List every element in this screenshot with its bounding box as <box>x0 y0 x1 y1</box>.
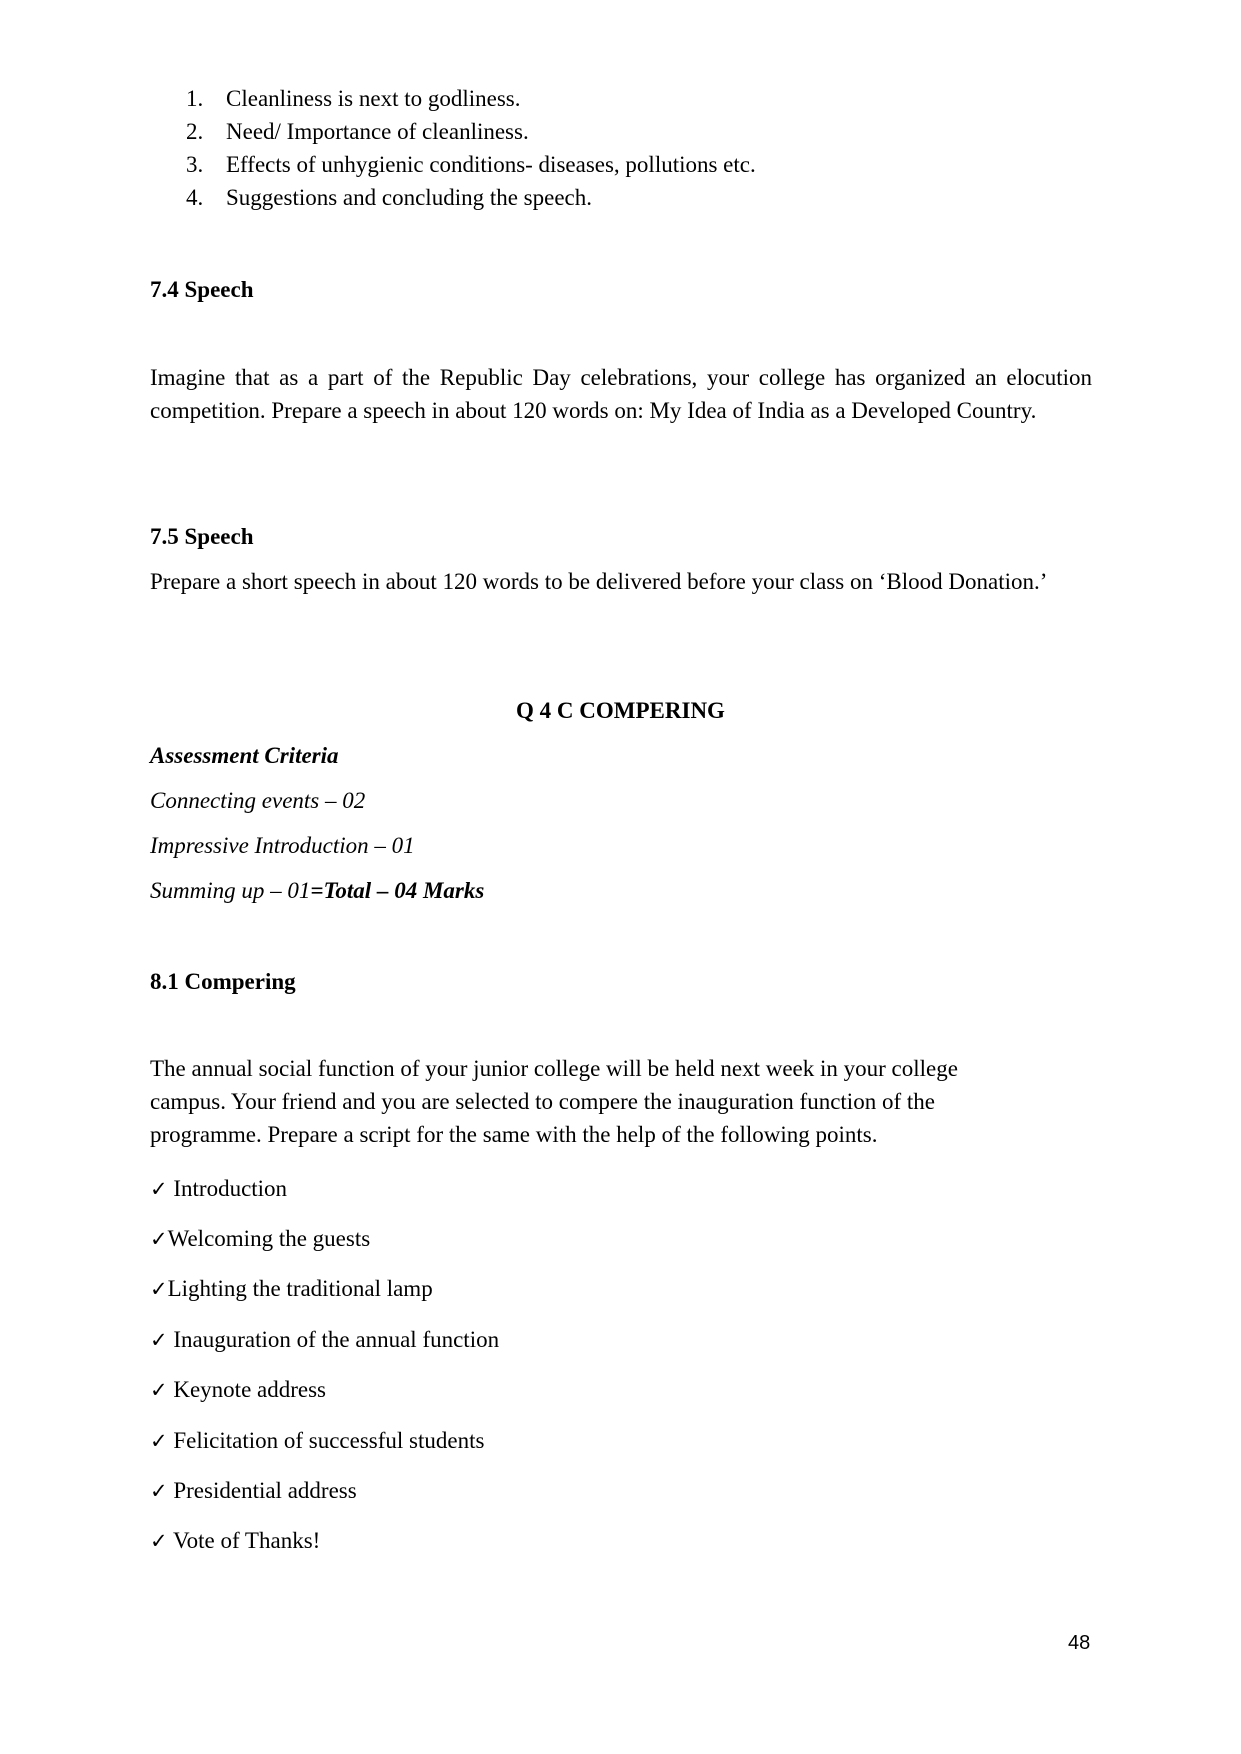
speech-7-5-body: Prepare a short speech in about 120 words to be delivered before your class on ‘Blood Donation.’ <box>150 569 1048 594</box>
check-icon: ✓ <box>150 1177 168 1201</box>
body-line: programme. Prepare a script for the same with the help of the following points. <box>150 1122 878 1147</box>
check-icon: ✓ <box>150 1429 168 1453</box>
criteria-item: Impressive Introduction – 01 <box>150 833 415 858</box>
compering-8-1-body <box>150 1052 1092 1151</box>
body-line: campus. Your friend and you are selected to compere the inauguration function of the <box>150 1089 935 1114</box>
check-icon: ✓ <box>150 1328 168 1352</box>
numbered-list <box>186 82 756 214</box>
checklist-item <box>150 1474 357 1507</box>
list-item <box>186 148 756 181</box>
speech-7-4-body: Imagine that as a part of the Republic Day celebrations, your college has organized an elocution competition. Prepare a speech in about 120 words on: My Idea of India as a Developed Country. <box>150 365 1092 423</box>
list-number: 4. <box>186 185 204 210</box>
section-heading-8-1: 8.1 Compering <box>150 969 296 994</box>
list-text: Cleanliness is next to godliness. <box>226 86 521 111</box>
list-item <box>186 82 756 115</box>
list-text: Need/ Importance of cleanliness. <box>226 119 529 144</box>
checklist-text: Keynote address <box>167 1377 327 1402</box>
checklist-item <box>150 1272 433 1305</box>
check-icon: ✓ <box>150 1479 168 1503</box>
list-number: 1. <box>186 86 204 111</box>
list-item <box>186 115 756 148</box>
summing-up-text: Summing up – 01 <box>150 878 311 903</box>
checklist-text: Welcoming the guests <box>167 1226 371 1251</box>
checklist-text: Introduction <box>167 1176 288 1201</box>
criteria-item: Connecting events – 02 <box>150 788 366 813</box>
total-marks: =Total – 04 Marks <box>310 878 485 903</box>
page-number: 48 <box>1068 1632 1091 1654</box>
compering-title: Q 4 C COMPERING <box>516 698 725 723</box>
checklist-text: Lighting the traditional lamp <box>167 1276 433 1301</box>
list-number: 3. <box>186 152 204 177</box>
assessment-criteria-heading: Assessment Criteria <box>150 743 339 768</box>
body-line: The annual social function of your junior college will be held next week in your college <box>150 1056 958 1081</box>
criteria-summing-up <box>150 874 484 907</box>
checklist-item <box>150 1222 370 1255</box>
section-heading-7-4: 7.4 Speech <box>150 277 254 302</box>
checklist-item <box>150 1424 484 1457</box>
checklist-text: Presidential address <box>167 1478 357 1503</box>
check-icon: ✓ <box>150 1277 168 1301</box>
checklist-item <box>150 1373 326 1406</box>
list-number: 2. <box>186 119 204 144</box>
check-icon: ✓ <box>150 1227 168 1251</box>
checklist-text: Vote of Thanks! <box>167 1528 321 1553</box>
section-heading-7-5: 7.5 Speech <box>150 524 254 549</box>
checklist-text: Inauguration of the annual function <box>167 1327 500 1352</box>
checklist-item <box>150 1524 320 1557</box>
list-text: Effects of unhygienic conditions- diseases, pollutions etc. <box>226 152 756 177</box>
check-icon: ✓ <box>150 1529 168 1553</box>
checklist-item <box>150 1172 287 1205</box>
checklist-text: Felicitation of successful students <box>167 1428 485 1453</box>
list-item <box>186 181 756 214</box>
list-text: Suggestions and concluding the speech. <box>226 185 593 210</box>
checklist-item <box>150 1323 499 1356</box>
check-icon: ✓ <box>150 1378 168 1402</box>
